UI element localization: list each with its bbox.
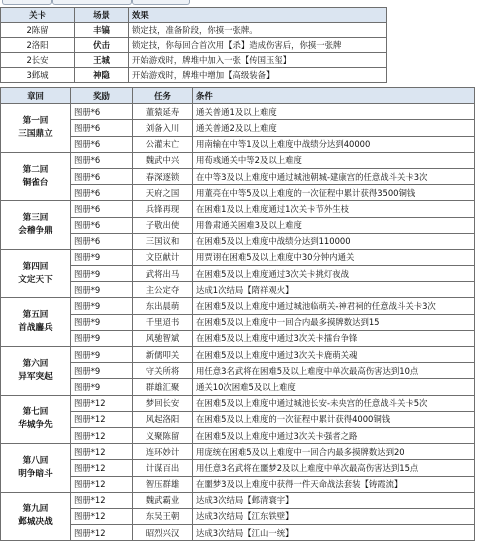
table-row — [1, 395, 475, 411]
table-row — [1, 379, 475, 395]
table-row — [1, 120, 475, 136]
reward-cell: 图册*12 — [71, 492, 133, 508]
table-row — [1, 427, 475, 443]
table-row — [1, 411, 475, 427]
table-header-row — [1, 8, 387, 23]
reward-cell: 图册*6 — [71, 185, 133, 201]
effect-cell: 锁定技，你每回合首次用【杀】造成伤害后，你摸一张牌 — [129, 38, 387, 53]
header-condition: 条件 — [193, 88, 475, 104]
reward-cell: 图册*12 — [71, 460, 133, 476]
task-cell: 新儒叩关 — [133, 347, 193, 363]
reward-cell: 图册*12 — [71, 476, 133, 492]
chapter-title: 华城争先 — [18, 420, 53, 431]
reward-cell: 图册*9 — [71, 330, 133, 346]
chapter-number: 第一回 — [22, 115, 49, 126]
chapter-cell — [1, 492, 71, 541]
task-cell: 天府之国 — [133, 185, 193, 201]
effect-cell: 开始游戏时，牌堆中加入一张【传国玉玺】 — [129, 53, 387, 68]
condition-cell: 用任意3名武将在困难5及以上难度中单次最高伤害达到10点 — [193, 363, 475, 379]
reward-cell: 图册*9 — [71, 249, 133, 265]
table-row — [1, 330, 475, 346]
condition-cell: 用任意3名武将在噩梦2及以上难度中单次最高伤害达到15点 — [193, 460, 475, 476]
table-row — [1, 460, 475, 476]
scene-cell: 丰镐 — [75, 23, 129, 38]
task-cell: 三国议和 — [133, 233, 193, 249]
effect-cell: 开始游戏时，牌堆中增加【高级装备】 — [129, 68, 387, 83]
condition-cell: 在困难5及以上难度中通过城池临萌关-神君祠的任意战斗关卡3次 — [193, 298, 475, 314]
task-cell: 东吴王朝 — [133, 508, 193, 524]
task-cell: 守关所将 — [133, 363, 193, 379]
condition-cell: 用董亮在中等5及以上难度的一次征程中累计获得3500铜钱 — [193, 185, 475, 201]
table-row — [1, 136, 475, 152]
chapter-number: 第八回 — [22, 455, 49, 466]
task-cell: 文臣献计 — [133, 249, 193, 265]
table-row — [1, 476, 475, 492]
chapter-cell — [1, 298, 71, 347]
task-cell: 刘备入川 — [133, 120, 193, 136]
chapter-tasks-body — [1, 104, 475, 541]
table-row — [1, 233, 475, 249]
task-cell: 计谋百出 — [133, 460, 193, 476]
task-cell: 子敬出使 — [133, 217, 193, 233]
table-row — [1, 363, 475, 379]
scene-cell: 王城 — [75, 53, 129, 68]
table-row — [1, 492, 475, 508]
reward-cell: 图册*6 — [71, 152, 133, 168]
task-cell: 昭烈兴汉 — [133, 525, 193, 541]
condition-cell: 用庞统在困难5及以上难度中一回合内最多摸牌数达到20 — [193, 444, 475, 460]
table-row — [1, 68, 387, 83]
chapter-number: 第九回 — [22, 504, 49, 515]
chapter-title: 邺城决战 — [18, 517, 53, 528]
table-header-row — [1, 88, 475, 104]
chapter-title: 铜雀台 — [22, 177, 49, 188]
condition-cell: 通关10次困难5及以上难度 — [193, 379, 475, 395]
task-cell: 连环妙计 — [133, 444, 193, 460]
table-row — [1, 152, 475, 168]
reward-cell: 图册*12 — [71, 525, 133, 541]
condition-cell: 达成3次结局【江东铁壁】 — [193, 508, 475, 524]
reward-cell: 图册*12 — [71, 427, 133, 443]
table-row — [1, 525, 475, 541]
chapter-title: 明争暗斗 — [18, 468, 53, 479]
reward-cell: 图册*12 — [71, 508, 133, 524]
condition-cell: 达成1次结局【隋祥观火】 — [193, 282, 475, 298]
condition-cell: 用鲁肃通关困难3及以上难度 — [193, 217, 475, 233]
reward-cell: 图册*12 — [71, 395, 133, 411]
chapter-cell — [1, 395, 71, 444]
condition-cell: 用南输在中等1及以上难度中战绩分达到40000 — [193, 136, 475, 152]
table-row — [1, 508, 475, 524]
partial-tab[interactable] — [52, 0, 132, 5]
table-row — [1, 444, 475, 460]
task-cell: 东出晨萌 — [133, 298, 193, 314]
reward-cell: 图册*12 — [71, 411, 133, 427]
condition-cell: 在困难5及以上难度中通过3次关卡擂台争锋 — [193, 330, 475, 346]
condition-cell: 在中等3及以上难度中通过城池朝城-建康宫的任意战斗关卡3次 — [193, 168, 475, 184]
header-chapter: 章回 — [1, 88, 71, 104]
chapter-cell — [1, 152, 71, 201]
condition-cell: 用贾诩在困难5及以上难度中30分钟内通关 — [193, 249, 475, 265]
chapter-title: 会稽争鼎 — [18, 226, 53, 237]
scene-cell: 神隐 — [75, 68, 129, 83]
table-row — [1, 347, 475, 363]
reward-cell: 图册*9 — [71, 379, 133, 395]
task-cell: 魏武霸业 — [133, 492, 193, 508]
header-level: 关卡 — [1, 8, 75, 23]
table-row — [1, 282, 475, 298]
reward-cell: 图册*6 — [71, 233, 133, 249]
task-cell: 春深逐锁 — [133, 168, 193, 184]
table-row — [1, 201, 475, 217]
table-row — [1, 266, 475, 282]
reward-cell: 图册*6 — [71, 104, 133, 120]
table-row — [1, 217, 475, 233]
reward-cell: 图册*6 — [71, 217, 133, 233]
condition-cell: 达成3次结局【江山一统】 — [193, 525, 475, 541]
scene-effects-table — [0, 7, 387, 83]
chapter-title: 文定天下 — [18, 274, 53, 285]
task-cell: 智压群雄 — [133, 476, 193, 492]
table-row — [1, 298, 475, 314]
reward-cell: 图册*9 — [71, 347, 133, 363]
chapter-number: 第四回 — [22, 261, 49, 272]
reward-cell: 图册*9 — [71, 266, 133, 282]
level-cell: 2长安 — [1, 53, 75, 68]
chapter-title: 首战鏖兵 — [18, 323, 53, 334]
effect-cell: 锁定技，准备阶段，你摸一张牌。 — [129, 23, 387, 38]
chapter-number: 第六回 — [22, 358, 49, 369]
task-cell: 公灌末亡 — [133, 136, 193, 152]
chapter-cell — [1, 347, 71, 396]
chapter-cell — [1, 201, 71, 250]
table-row — [1, 38, 387, 53]
chapter-number: 第七回 — [22, 407, 49, 418]
level-cell: 2洛阳 — [1, 38, 75, 53]
header-task: 任务 — [133, 88, 193, 104]
task-cell: 群雄汇聚 — [133, 379, 193, 395]
chapter-title: 三国鼎立 — [18, 128, 53, 139]
task-cell: 义聚陈留 — [133, 427, 193, 443]
task-cell: 武将出马 — [133, 266, 193, 282]
task-cell: 董猿延寿 — [133, 104, 193, 120]
condition-cell: 在困难5及以上难度中通过3次关卡鹿萌关魂 — [193, 347, 475, 363]
level-cell: 3邺城 — [1, 68, 75, 83]
task-cell: 风驰智斌 — [133, 330, 193, 346]
task-cell: 魏武中兴 — [133, 152, 193, 168]
chapter-title: 异军突起 — [18, 371, 53, 382]
condition-cell: 达成3次结局【邺清寰宇】 — [193, 492, 475, 508]
partial-tab[interactable] — [132, 0, 190, 5]
table-row — [1, 185, 475, 201]
condition-cell: 在困难5及以上难度中通过城池长安-未央宫的任意战斗关卡5次 — [193, 395, 475, 411]
table-row — [1, 249, 475, 265]
reward-cell: 图册*9 — [71, 298, 133, 314]
task-cell: 主公定夺 — [133, 282, 193, 298]
reward-cell: 图册*9 — [71, 282, 133, 298]
table-row — [1, 53, 387, 68]
header-reward: 奖励 — [71, 88, 133, 104]
condition-cell: 在困难5及以上难度中战绩分达到110000 — [193, 233, 475, 249]
reward-cell: 图册*12 — [71, 444, 133, 460]
reward-cell: 图册*6 — [71, 168, 133, 184]
reward-cell: 图册*9 — [71, 363, 133, 379]
task-cell: 千里迢书 — [133, 314, 193, 330]
condition-cell: 在困难1及以上难度通过1次关卡节外生枝 — [193, 201, 475, 217]
condition-cell: 在困难5及以上难度中通过3次关卡强者之路 — [193, 427, 475, 443]
table-row — [1, 168, 475, 184]
partial-tab[interactable] — [2, 0, 52, 5]
condition-cell: 通关普通1及以上难度 — [193, 104, 475, 120]
chapter-cell — [1, 444, 71, 493]
chapter-number: 第五回 — [22, 310, 49, 321]
condition-cell: 在困难5及以上难度的一次征程中累计获得4000铜钱 — [193, 411, 475, 427]
table-row — [1, 314, 475, 330]
table-row — [1, 104, 475, 120]
chapter-cell — [1, 104, 71, 153]
condition-cell: 在噩梦3及以上难度中获得一件天命战法套装【铸霞流】 — [193, 476, 475, 492]
header-scene: 场景 — [75, 8, 129, 23]
chapter-number: 第二回 — [22, 164, 49, 175]
reward-cell: 图册*6 — [71, 136, 133, 152]
chapter-cell — [1, 249, 71, 298]
task-cell: 梦回长安 — [133, 395, 193, 411]
condition-cell: 在困难5及以上难度中一回合内最多摸牌数达到15 — [193, 314, 475, 330]
table-row — [1, 23, 387, 38]
reward-cell: 图册*6 — [71, 120, 133, 136]
task-cell: 兵锋再现 — [133, 201, 193, 217]
reward-cell: 图册*9 — [71, 314, 133, 330]
level-cell: 2陈留 — [1, 23, 75, 38]
header-effect: 效果 — [129, 8, 387, 23]
chapter-tasks-table — [0, 87, 475, 541]
condition-cell: 用荀彧通关中等2及以上难度 — [193, 152, 475, 168]
reward-cell: 图册*6 — [71, 201, 133, 217]
condition-cell: 通关普通2及以上难度 — [193, 120, 475, 136]
chapter-number: 第三回 — [22, 213, 49, 224]
task-cell: 风起洛阳 — [133, 411, 193, 427]
condition-cell: 在困难5及以上难度通过3次关卡挑灯夜战 — [193, 266, 475, 282]
scene-cell: 伏击 — [75, 38, 129, 53]
